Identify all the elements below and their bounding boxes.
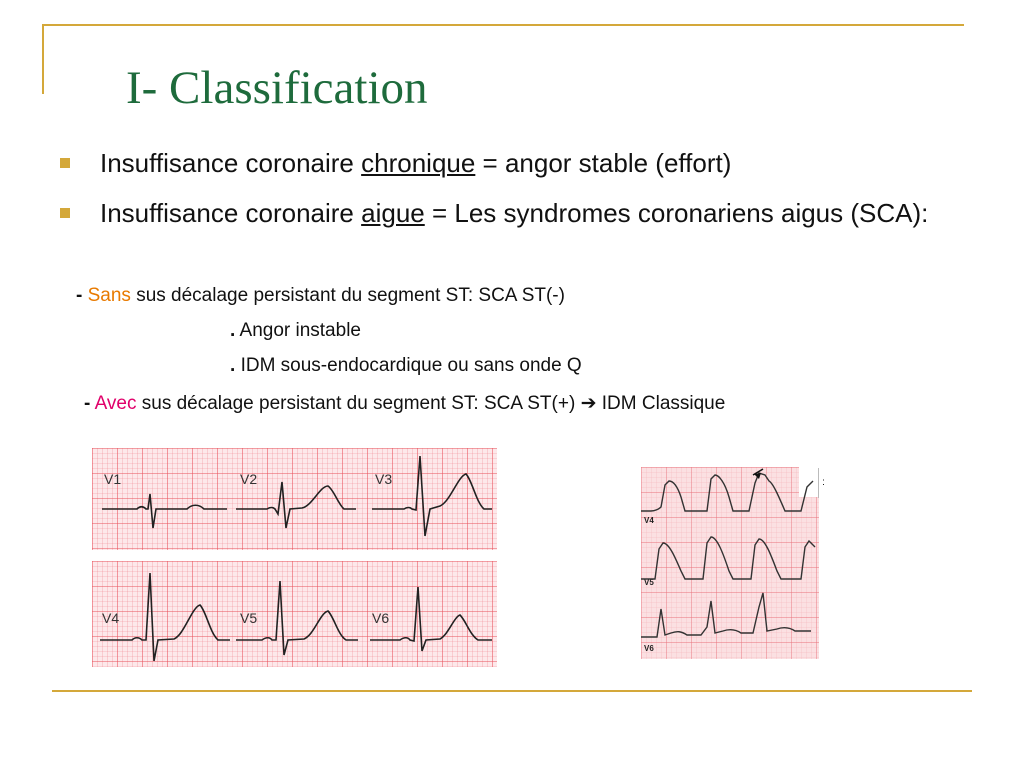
lead-label: V5	[240, 610, 258, 626]
sans-rest: sus décalage persistant du segment ST: SCA ST(-)	[136, 285, 565, 306]
sans-line	[76, 283, 565, 309]
bullet-prefix: Insuffisance coronaire	[100, 198, 362, 228]
bullet-aigue	[60, 196, 940, 230]
frame-bottom-line	[52, 690, 972, 692]
bullet-chronique	[60, 146, 731, 180]
sub-item-idm	[230, 353, 582, 379]
lead-label: V2	[240, 471, 258, 487]
lead-label: V4	[102, 610, 120, 626]
bullet-prefix: Insuffisance coronaire	[100, 148, 362, 178]
side-mark: :	[818, 468, 828, 498]
lead-label: V4	[644, 516, 654, 525]
frame-left-line	[42, 24, 44, 94]
bullet-text	[100, 196, 940, 230]
sub-item-angor	[230, 318, 361, 344]
lead-label: V5	[644, 578, 654, 587]
dash: -	[76, 285, 83, 306]
sub-item-text: Angor instable	[239, 320, 361, 341]
dash: -	[84, 393, 91, 414]
ecg-strip-st-elevation	[641, 467, 819, 659]
ecg-strip-v1-v3	[92, 448, 497, 550]
sub-item-text: IDM sous-endocardique ou sans onde Q	[240, 355, 582, 376]
lead-label: V1	[104, 471, 122, 487]
ecg-strip-v4-v6	[92, 561, 497, 667]
sans-keyword: Sans	[87, 285, 131, 306]
avec-rest: sus décalage persistant du segment ST: SCA ST(+)	[141, 393, 576, 414]
sub-item-dot: .	[230, 355, 236, 376]
avec-result: IDM Classique	[601, 393, 726, 414]
lead-label: V6	[372, 610, 390, 626]
avec-keyword: Avec	[94, 393, 137, 414]
frame-top-line	[42, 24, 964, 26]
slide-title: I- Classification	[126, 62, 428, 114]
bullet-underlined: chronique	[361, 148, 476, 178]
bullet-suffix: = Les syndromes coronariens aigus (SCA):	[424, 198, 929, 228]
lead-label: V6	[644, 644, 654, 653]
bullet-suffix: = angor stable (effort)	[475, 148, 732, 178]
avec-line	[84, 391, 725, 417]
bullet-text	[100, 146, 731, 180]
sub-item-dot: .	[230, 320, 236, 341]
square-bullet-icon	[60, 208, 70, 218]
square-bullet-icon	[60, 158, 70, 168]
bullet-underlined: aigue	[361, 198, 425, 228]
lead-label: V3	[375, 471, 393, 487]
right-arrow-icon: ➔	[580, 393, 597, 414]
